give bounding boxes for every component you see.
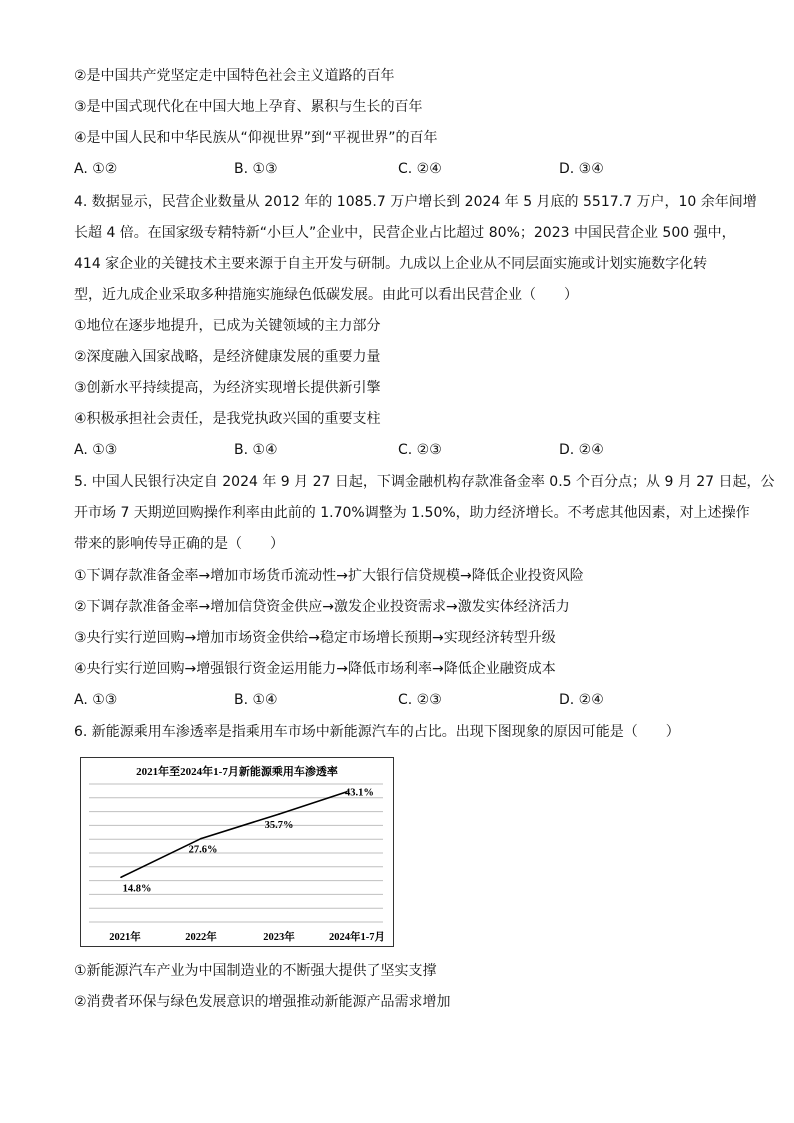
q5-option-b[interactable]: B. ①④: [234, 692, 278, 708]
q5-item-4: ④央行实行逆回购→增强银行资金运用能力→降低市场利率→降低企业融资成本: [74, 661, 556, 677]
q5-stem-line-3: 带来的影响传导正确的是（ ）: [74, 536, 284, 552]
chart-data-labels: [123, 788, 374, 895]
x-tick-label-1: 2022年: [185, 932, 217, 943]
data-label-2: 35.7%: [264, 820, 294, 832]
q5-stem-line-1: 5. 中国人民银行决定自 2024 年 9 月 27 日起，下调金融机构存款准备金率 0.5 个百分点；从 9 月 27 日起，公: [74, 474, 775, 490]
q5-option-a[interactable]: A. ①③: [74, 692, 118, 708]
data-label-0: 14.8%: [122, 883, 152, 895]
q5-option-d[interactable]: D. ②④: [559, 692, 604, 708]
chart-title: 2021年至2024年1-7月新能源乘用车渗透率: [136, 766, 338, 778]
q4-stem-line-4: 型，近九成企业采取多种措施实施绿色低碳发展。由此可以看出民营企业（ ）: [74, 287, 578, 303]
q5-options: [74, 691, 754, 709]
data-point-0: [120, 876, 122, 878]
penetration-rate-chart: [80, 757, 394, 947]
q3-option-c[interactable]: C. ②④: [398, 161, 442, 177]
series-line: [121, 792, 347, 878]
q3-option-a[interactable]: A. ①②: [74, 161, 118, 177]
q3-option-b[interactable]: B. ①③: [234, 161, 278, 177]
q5-item-2: ②下调存款准备金率→增加信贷资金供应→激发企业投资需求→激发实体经济活力: [74, 599, 570, 615]
x-tick-label-0: 2021年: [109, 932, 141, 943]
x-tick-label-2: 2023年: [263, 932, 295, 943]
q6-stem: 6. 新能源乘用车渗透率是指乘用车市场中新能源汽车的占比。出现下图现象的原因可能是（ ）: [74, 724, 680, 740]
q3-item-3: ③是中国式现代化在中国大地上孕育、累积与生长的百年: [74, 99, 423, 115]
chart-svg: [81, 758, 393, 946]
q3-option-d[interactable]: D. ③④: [559, 161, 604, 177]
data-point-1: [200, 838, 202, 840]
q4-option-d[interactable]: D. ②④: [559, 442, 604, 458]
chart-x-ticks: [109, 930, 385, 943]
q3-options: [74, 160, 754, 178]
q5-stem-line-2: 开市场 7 天期逆回购操作利率由此前的 1.70%调整为 1.50%，助力经济增长。不考虑其他因素，对上述操作: [74, 505, 750, 521]
data-label-3: 43.1%: [345, 787, 374, 799]
q5-item-1: ①下调存款准备金率→增加市场货币流动性→扩大银行信贷规模→降低企业投资风险: [74, 568, 584, 584]
q4-options: [74, 441, 754, 459]
q3-item-4: ④是中国人民和中华民族从“仰视世界”到“平视世界”的百年: [74, 130, 438, 146]
q6-item-1: ①新能源汽车产业为中国制造业的不断强大提供了坚实支撑: [74, 963, 437, 979]
q4-stem-line-3: 414 家企业的关键技术主要来源于自主开发与研制。九成以上企业从不同层面实施或计划实施数字化转: [74, 256, 708, 272]
q3-item-2: ②是中国共产党坚定走中国特色社会主义道路的百年: [74, 68, 395, 84]
q4-stem-line-2: 长超 4 倍。在国家级专精特新“小巨人”企业中，民营企业占比超过 80%；2023 中国民营企业 500 强中，: [74, 225, 736, 241]
q4-stem-line-1: 4. 数据显示，民营企业数量从 2012 年的 1085.7 万户增长到 2024 年 5 月底的 5517.7 万户，10 余年间增: [74, 194, 757, 210]
chart-series: [120, 791, 348, 878]
q4-option-c[interactable]: C. ②③: [398, 442, 442, 458]
q4-option-a[interactable]: A. ①③: [74, 442, 118, 458]
q4-option-b[interactable]: B. ①④: [234, 442, 278, 458]
q4-item-4: ④积极承担社会责任，是我党执政兴国的重要支柱: [74, 411, 381, 427]
q6-item-2: ②消费者环保与绿色发展意识的增强推动新能源产品需求增加: [74, 994, 451, 1010]
x-tick-label-3: 2024年1-7月: [329, 932, 385, 943]
q4-item-1: ①地位在逐步地提升，已成为关键领域的主力部分: [74, 318, 381, 334]
chart-grid: [89, 784, 383, 922]
q5-option-c[interactable]: C. ②③: [398, 692, 442, 708]
data-point-2: [278, 813, 280, 815]
data-label-1: 27.6%: [188, 844, 218, 856]
q4-item-3: ③创新水平持续提高，为经济实现增长提供新引擎: [74, 380, 381, 396]
q4-item-2: ②深度融入国家战略，是经济健康发展的重要力量: [74, 349, 381, 365]
q5-item-3: ③央行实行逆回购→增加市场资金供给→稳定市场增长预期→实现经济转型升级: [74, 630, 556, 646]
